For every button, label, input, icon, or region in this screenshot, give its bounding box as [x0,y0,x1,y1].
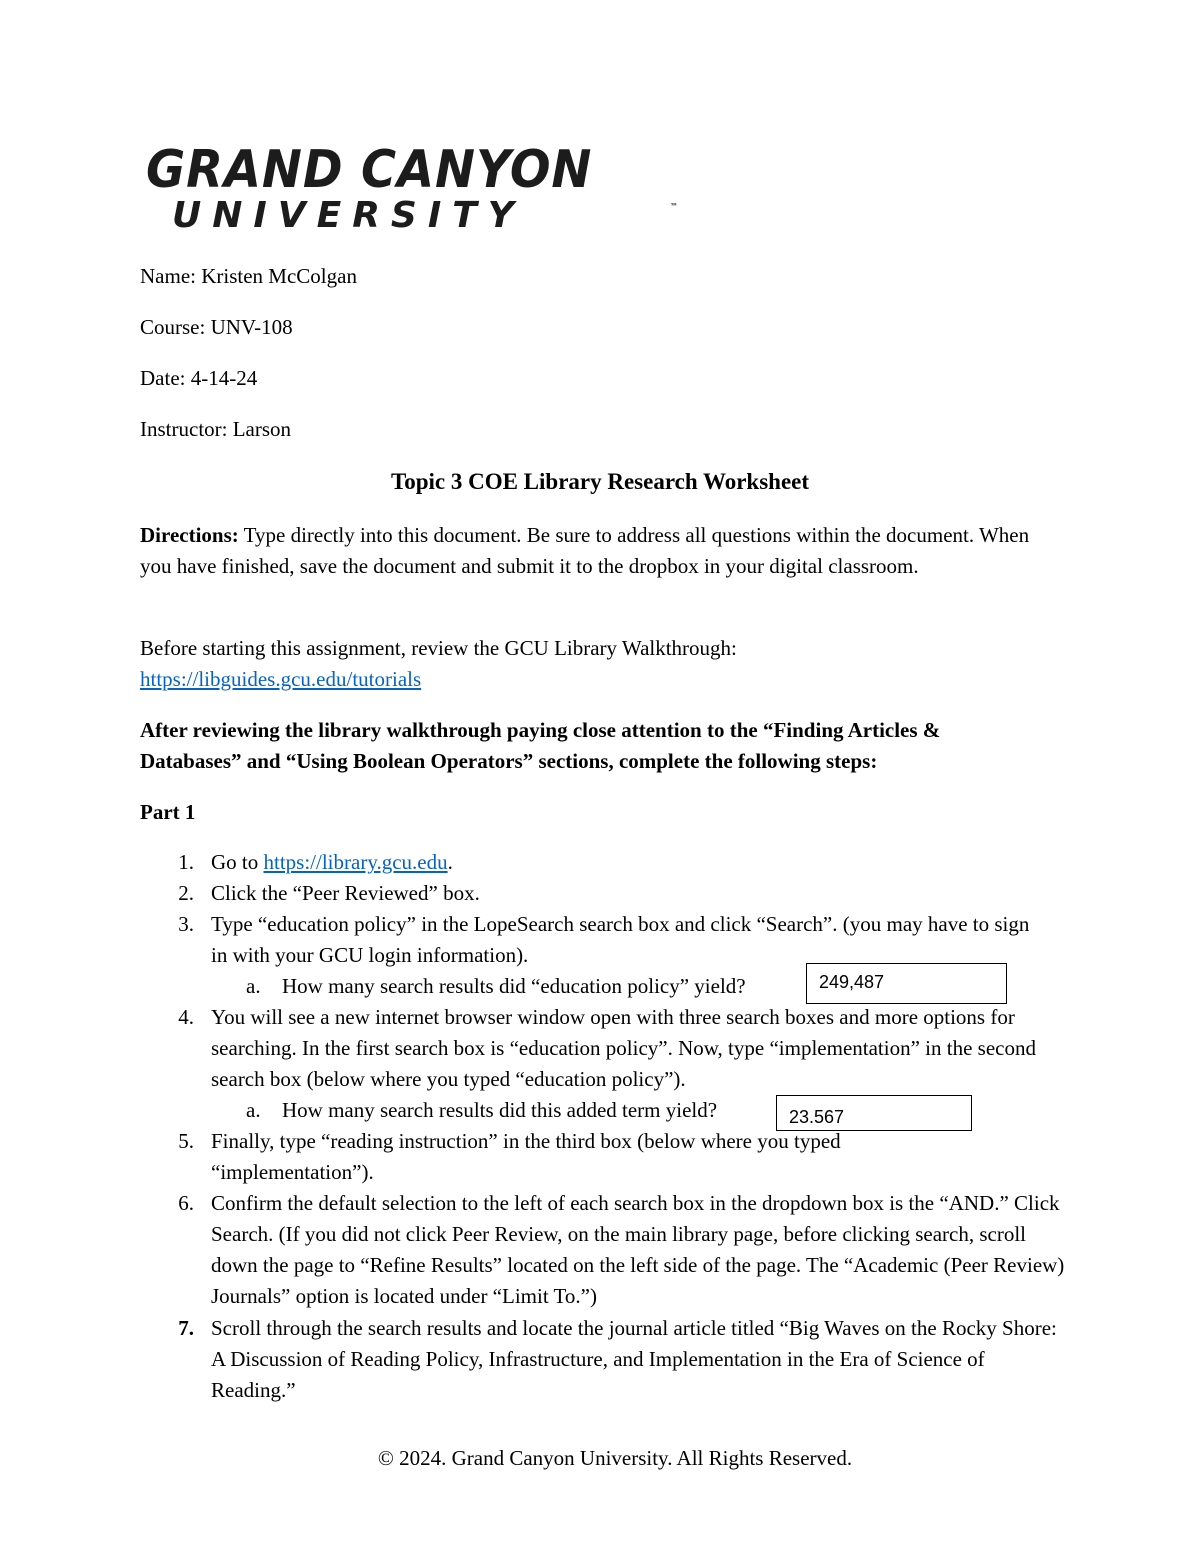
tutorials-link[interactable]: https://libguides.gcu.edu/tutorials [140,667,422,691]
library-link[interactable]: https://library.gcu.edu [263,850,448,874]
course: Course: UNV-108 [140,315,293,339]
sub-text: How many search results did this added term yield? [282,1098,718,1122]
copyright-footer: © 2024. Grand Canyon University. All Rights Reserved. [377,1446,853,1470]
logo-trademark: ™ [670,202,678,211]
logo-line-2: UNIVERSITY [172,195,525,236]
answer-field-implementation[interactable]: 23.567 [776,1095,972,1131]
directions-text: Type directly into this document. Be sure to address all questions within the document. When you have finished, save the document and submit it to the dropbox in your digital classroom. [140,523,1030,578]
list-text: You will see a new internet browser window open with three search boxes and more options for searching. In the first search box is “education policy”. Now, type “implementation” in the second search box (below where you typed “education policy”). [211,1005,1036,1091]
list-number: 4. [178,1005,194,1029]
list-text: Finally, type “reading instruction” in the third box (below where you typed “implementation”). [211,1129,841,1184]
sub-text: How many search results did “education policy” yield? [282,974,746,998]
list-number: 6. [178,1191,194,1215]
answer-field-education-policy[interactable]: 249,487 [806,963,1007,1004]
instructor: Instructor: Larson [140,417,292,441]
gcu-logo [146,140,678,240]
walkthrough-text: Before starting this assignment, review the GCU Library Walkthrough: [140,636,737,660]
directions-label: Directions: [140,523,239,547]
part-heading: Part 1 [140,800,196,824]
walkthrough-paragraph [140,633,1040,695]
instruction-text: After reviewing the library walkthrough paying close attention to the “Finding Articles & Databases” and “Using Boolean Operators” sections, complete the following steps: [140,718,941,773]
student-name: Name: Kristen McColgan [140,264,357,288]
date: Date: 4-14-24 [140,366,258,390]
list-number: 2. [178,881,194,905]
list-number: 1. [178,850,194,874]
list-text: Confirm the default selection to the left of each search box in the dropdown box is the “AND.” Click Search. (If you did not click Peer Review, on the main library page, before clicking search, scroll down the page to “Refine Results” located on the left side of the page. The “Academic (Peer Review) Journals” option is located under “Limit To.”) [211,1191,1065,1308]
list-text: Go to https://library.gcu.edu. [211,850,453,874]
logo-line-1: GRAND CANYON [146,140,593,200]
list-text: Type “education policy” in the LopeSearch search box and click “Search”. (you may have to sign in with your GCU login information). [211,912,1030,967]
list-number: 5. [178,1129,194,1153]
list-number: 7. [178,1316,194,1340]
sub-number: a. [246,974,261,998]
page-title: Topic 3 COE Library Research Worksheet [390,469,810,494]
sub-number: a. [246,1098,261,1122]
list-number: 3. [178,912,194,936]
list-text: Scroll through the search results and locate the journal article titled “Big Waves on the Rocky Shore: A Discussion of Reading Policy, Infrastructure, and Implementation in the Era of Science of Reading.” [211,1316,1057,1402]
directions [140,520,1040,582]
list-text: Click the “Peer Reviewed” box. [211,881,480,905]
